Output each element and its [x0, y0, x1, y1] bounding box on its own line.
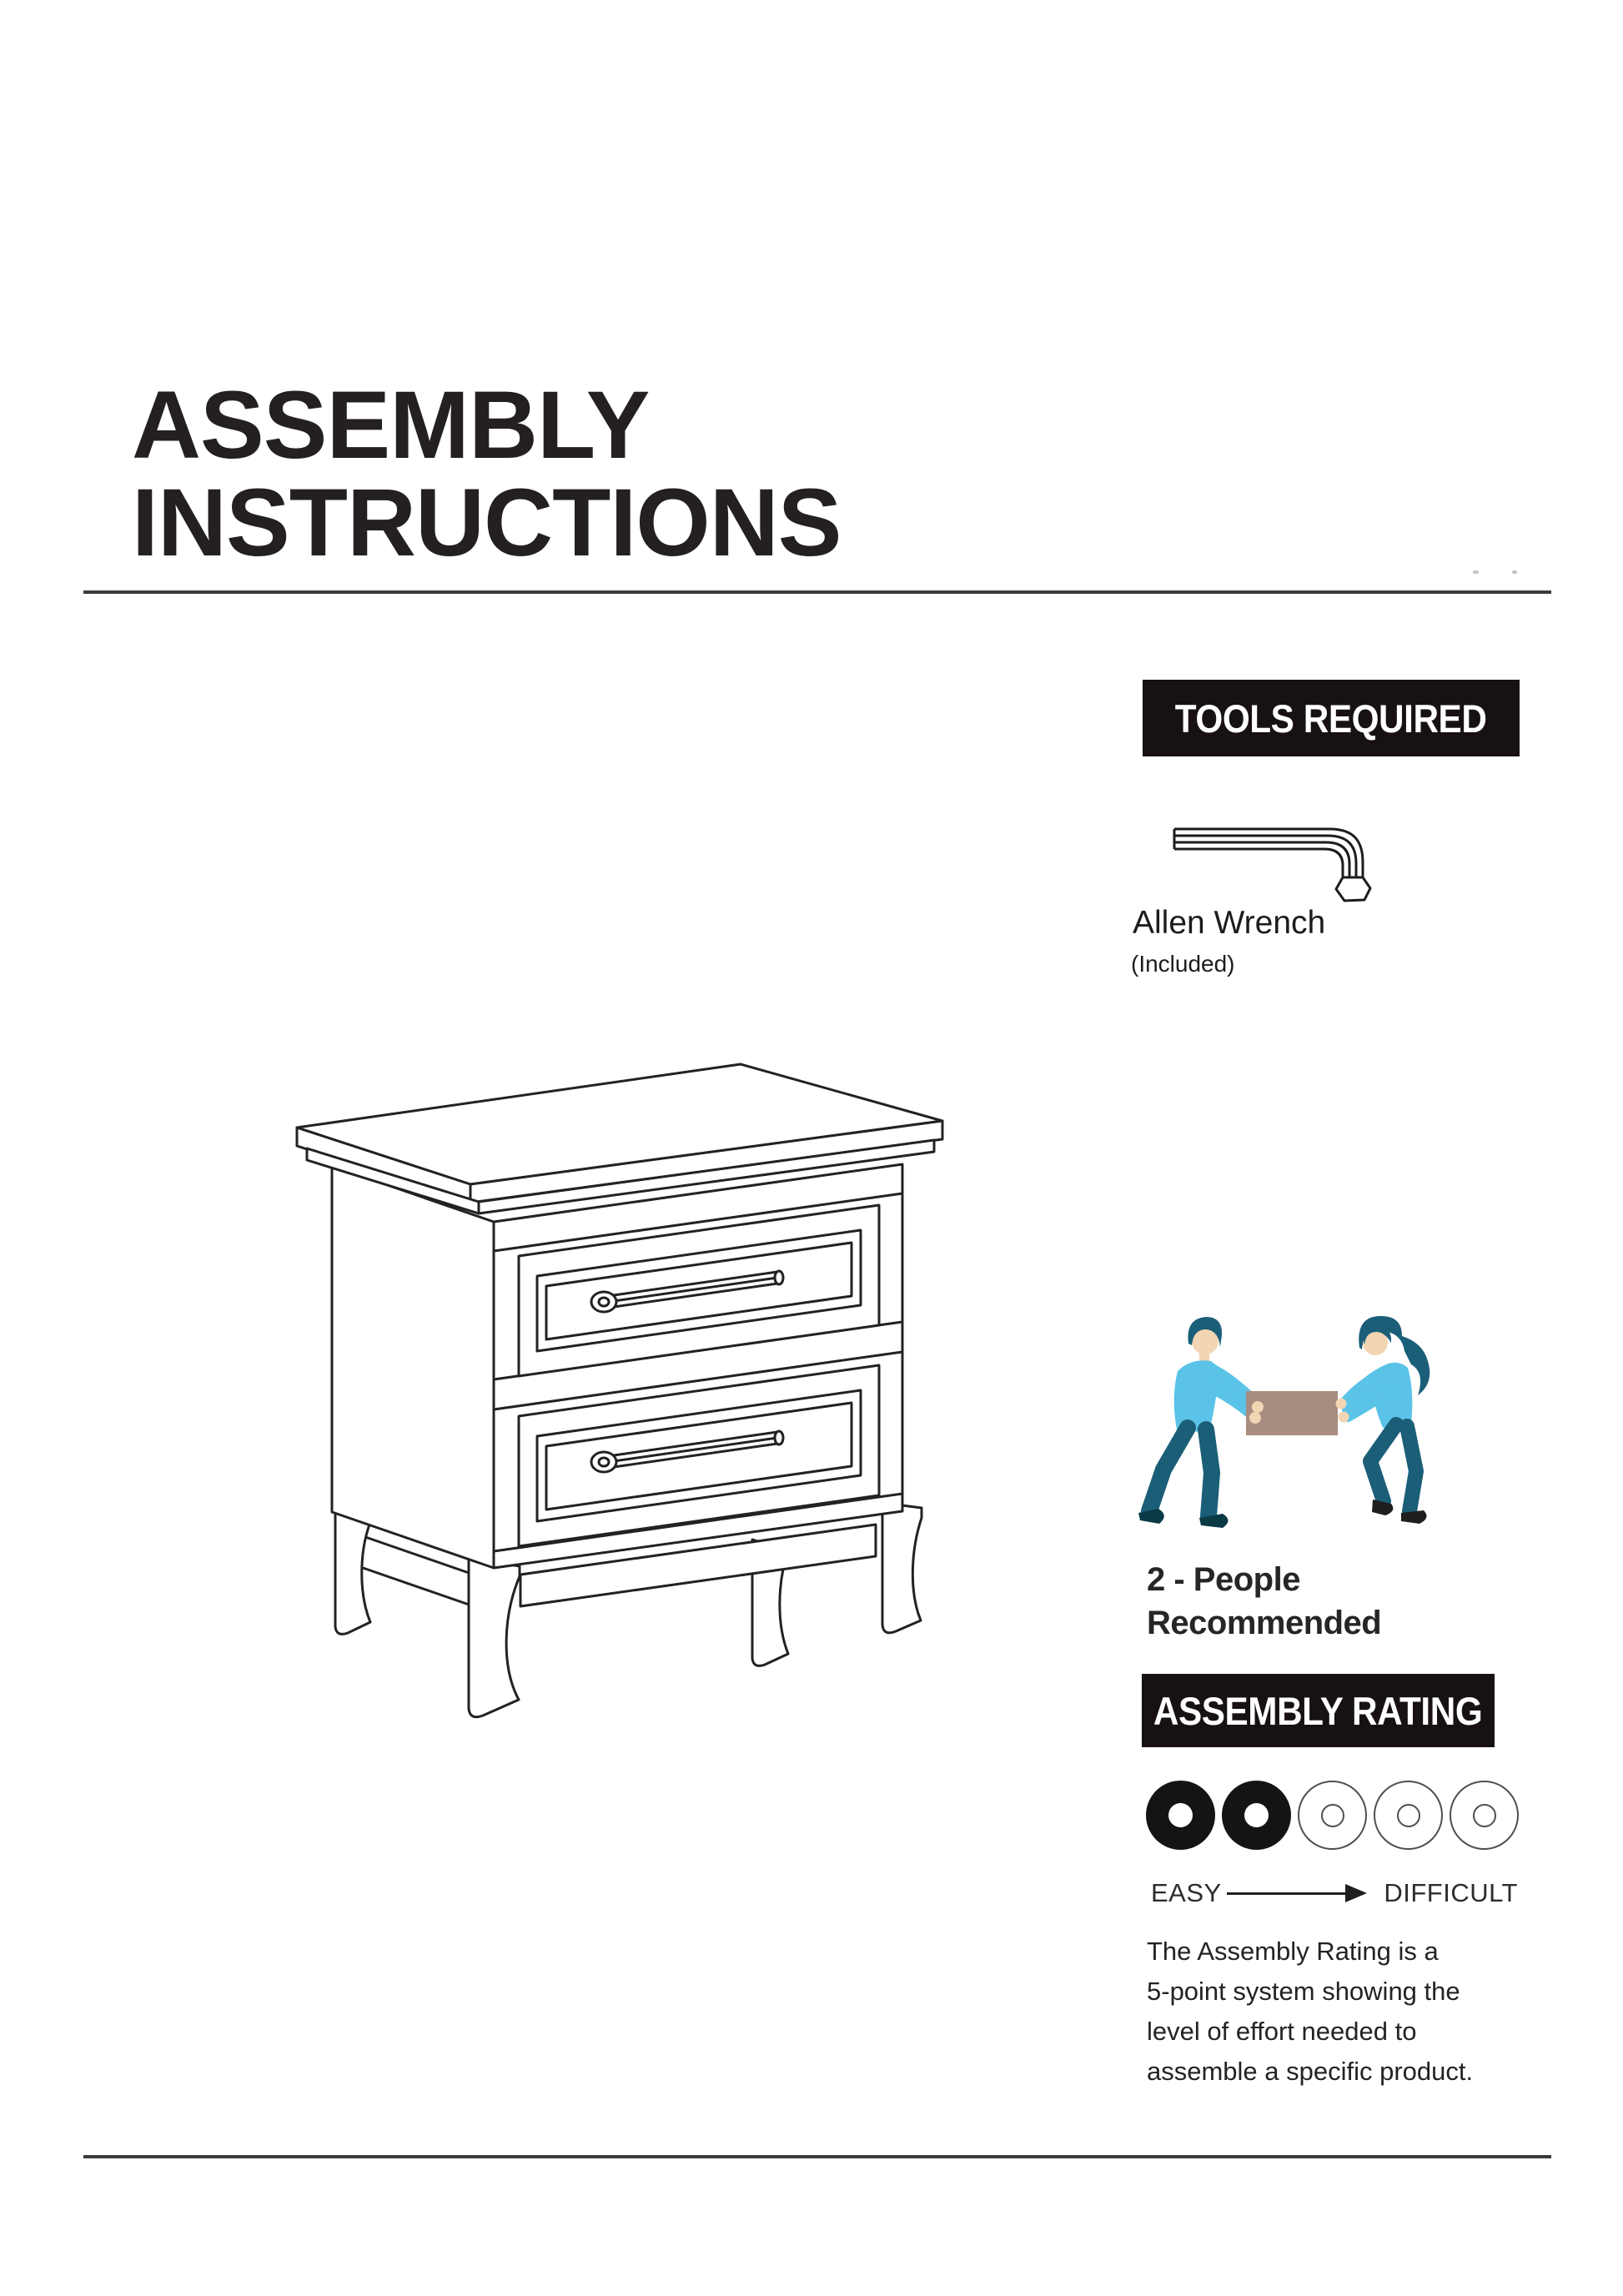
page-title: [132, 372, 842, 576]
people-recommended-line1: 2 - People: [1147, 1561, 1300, 1598]
rating-description-line: assemble a specific product.: [1147, 2057, 1474, 2086]
easy-to-difficult-arrow-shaft: [1227, 1892, 1346, 1895]
rating-dot-empty: [1374, 1781, 1443, 1850]
page-title-line1: ASSEMBLY: [132, 372, 650, 479]
tools-required-banner-label: TOOLS REQUIRED: [1175, 696, 1487, 741]
scan-speck: [1512, 570, 1517, 574]
tool-name: Allen Wrench: [1133, 905, 1326, 941]
people-recommended-label: [1147, 1558, 1381, 1645]
rating-description: [1147, 1932, 1473, 2092]
page-title-line2: INSTRUCTIONS: [132, 470, 842, 576]
nightstand-line-drawing: [244, 1041, 977, 1750]
rating-dot-empty: [1450, 1781, 1519, 1850]
assembly-rating-banner: [1142, 1674, 1495, 1747]
bottom-divider-rule: [83, 2155, 1551, 2158]
scale-easy-label: EASY: [1151, 1878, 1222, 1907]
top-divider-rule: [83, 590, 1551, 594]
rating-dots: [1146, 1781, 1519, 1850]
easy-to-difficult-arrow-head-icon: [1345, 1884, 1367, 1902]
tools-required-banner: [1143, 680, 1520, 756]
rating-dot-filled: [1146, 1781, 1215, 1850]
rating-description-line: 5-point system showing the: [1147, 1977, 1460, 2006]
scan-speck: [1473, 570, 1479, 574]
rating-scale: [1151, 1875, 1518, 1912]
tool-included-note: (Included): [1131, 951, 1235, 977]
rating-description-line: level of effort needed to: [1147, 2017, 1417, 2046]
rating-dot-filled: [1222, 1781, 1291, 1850]
rating-description-line: The Assembly Rating is a: [1147, 1937, 1439, 1966]
scale-difficult-label: DIFFICULT: [1384, 1878, 1518, 1907]
people-recommended-line2: Recommended: [1147, 1605, 1382, 1641]
allen-wrench-icon: [1166, 811, 1391, 911]
two-people-carrying-panel-illustration: [1136, 1309, 1499, 1547]
rating-dot-empty: [1298, 1781, 1367, 1850]
assembly-rating-banner-label: ASSEMBLY RATING: [1153, 1688, 1483, 1733]
